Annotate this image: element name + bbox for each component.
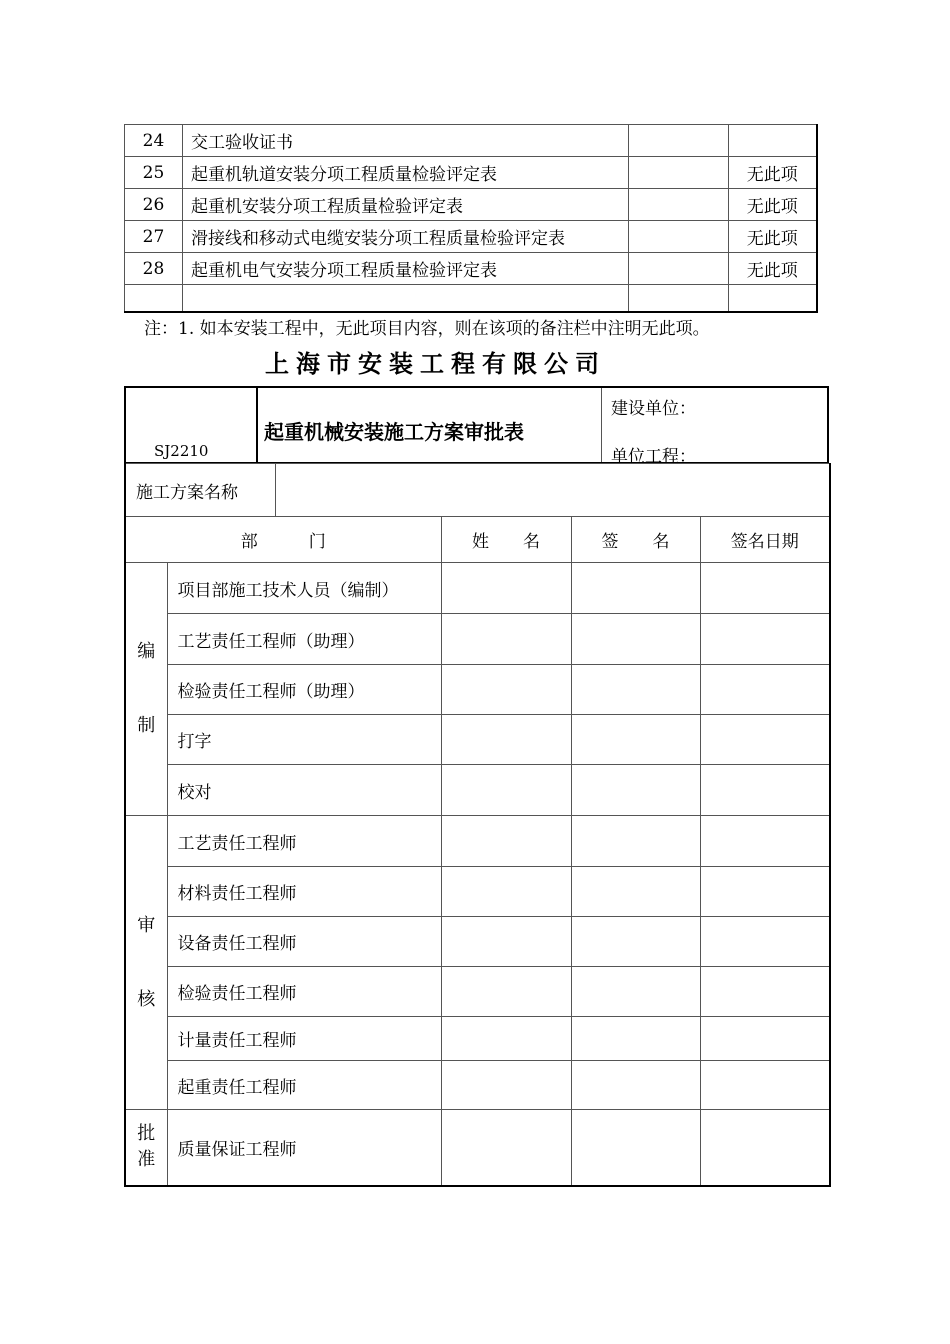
sign-cell[interactable] [571,563,700,614]
list-row [125,285,817,313]
name-cell[interactable] [441,614,571,665]
list-row [125,189,817,221]
remark-cell: 无此项 [729,221,817,253]
sign-cell[interactable] [571,1017,700,1061]
plan-name-field[interactable] [275,464,830,517]
group-char: 制 [137,715,156,736]
role-label: 项目部施工技术人员（编制） [167,563,441,614]
sign-cell[interactable] [571,917,700,967]
document-name [183,285,629,313]
remark-cell [729,285,817,313]
sign-cell[interactable] [571,1061,700,1110]
list-row [125,125,817,157]
row-number [125,285,183,313]
document-name: 起重机安装分项工程质量检验评定表 [183,189,629,221]
build-unit-label: 建设单位： [611,399,696,419]
sign-cell[interactable] [571,715,700,765]
role-label: 检验责任工程师（助理） [167,665,441,715]
name-cell[interactable] [441,765,571,816]
document-list-table [124,124,818,313]
date-cell[interactable] [700,1017,830,1061]
empty-cell [629,285,729,313]
list-row [125,157,817,189]
date-header: 签名日期 [700,517,830,563]
row-number: 24 [125,125,183,157]
name-cell[interactable] [441,1017,571,1061]
document-name: 起重机轨道安装分项工程质量检验评定表 [183,157,629,189]
group-char: 准 [137,1149,156,1171]
role-label: 打字 [167,715,441,765]
approval-table [124,463,831,1187]
row-number: 28 [125,253,183,285]
name-header: 姓 名 [441,517,571,563]
group-char: 核 [137,988,156,1010]
group-label-approve [125,1110,167,1186]
sign-cell[interactable] [571,867,700,917]
name-cell[interactable] [441,917,571,967]
empty-cell [629,157,729,189]
sign-header: 签 名 [571,517,700,563]
table-row [125,715,830,765]
form-title-cell [256,388,602,462]
date-cell[interactable] [700,816,830,867]
sign-cell[interactable] [571,967,700,1017]
role-label: 材料责任工程师 [167,867,441,917]
role-label: 起重责任工程师 [167,1061,441,1110]
name-cell[interactable] [441,1110,571,1186]
date-cell[interactable] [700,1110,830,1186]
plan-name-label: 施工方案名称 [125,464,275,517]
remark-cell [729,125,817,157]
date-cell[interactable] [700,563,830,614]
remark-cell: 无此项 [729,157,817,189]
table-row [125,563,830,614]
name-cell[interactable] [441,867,571,917]
remark-cell: 无此项 [729,253,817,285]
role-label: 检验责任工程师 [167,967,441,1017]
document-name: 交工验收证书 [183,125,629,157]
list-row [125,221,817,253]
date-cell[interactable] [700,867,830,917]
name-cell[interactable] [441,715,571,765]
role-label: 工艺责任工程师 [167,816,441,867]
name-cell[interactable] [441,816,571,867]
role-label: 工艺责任工程师（助理） [167,614,441,665]
sign-cell[interactable] [571,816,700,867]
group-char: 批 [137,1123,156,1145]
role-label: 校对 [167,765,441,816]
empty-cell [629,189,729,221]
name-cell[interactable] [441,1061,571,1110]
table-row [125,614,830,665]
dept-header: 部 门 [125,517,441,563]
form-title: 起重机械安装施工方案审批表 [264,420,524,444]
sign-cell[interactable] [571,665,700,715]
document-name: 起重机电气安装分项工程质量检验评定表 [183,253,629,285]
footnote: 注：1. 如本安装工程中，无此项目内容，则在该项的备注栏中注明无此项。 [144,319,710,339]
group-label-compile [125,563,167,816]
form-code-cell [126,388,258,462]
role-label: 设备责任工程师 [167,917,441,967]
empty-cell [629,253,729,285]
form-header [124,386,829,467]
date-cell[interactable] [700,614,830,665]
date-cell[interactable] [700,917,830,967]
row-number: 26 [125,189,183,221]
empty-cell [629,221,729,253]
row-number: 25 [125,157,183,189]
sign-cell[interactable] [571,765,700,816]
sign-cell[interactable] [571,1110,700,1186]
unit-project-label: 单位工程： [611,447,696,467]
plan-name-row [125,464,830,517]
company-name: 上海市安装工程有限公司 [265,350,606,378]
date-cell[interactable] [700,715,830,765]
sign-cell[interactable] [571,614,700,665]
name-cell[interactable] [441,563,571,614]
table-row [125,1017,830,1061]
role-label: 计量责任工程师 [167,1017,441,1061]
table-row [125,917,830,967]
group-char: 审 [137,914,156,936]
table-row [125,816,830,867]
table-row [125,665,830,715]
group-char: 编 [137,641,156,662]
table-row [125,1061,830,1110]
name-cell[interactable] [441,967,571,1017]
table-row [125,765,830,816]
date-cell[interactable] [700,1061,830,1110]
role-label: 质量保证工程师 [167,1110,441,1186]
list-row [125,253,817,285]
name-cell[interactable] [441,665,571,715]
empty-cell [629,125,729,157]
table-row [125,1110,830,1186]
group-label-review [125,816,167,1110]
remark-cell: 无此项 [729,189,817,221]
table-row [125,867,830,917]
row-number: 27 [125,221,183,253]
document-name: 滑接线和移动式电缆安装分项工程质量检验评定表 [183,221,629,253]
date-cell[interactable] [700,665,830,715]
header-row [125,517,830,563]
date-cell[interactable] [700,967,830,1017]
form-code: SJ2210 [154,442,209,460]
date-cell[interactable] [700,765,830,816]
table-row [125,967,830,1017]
